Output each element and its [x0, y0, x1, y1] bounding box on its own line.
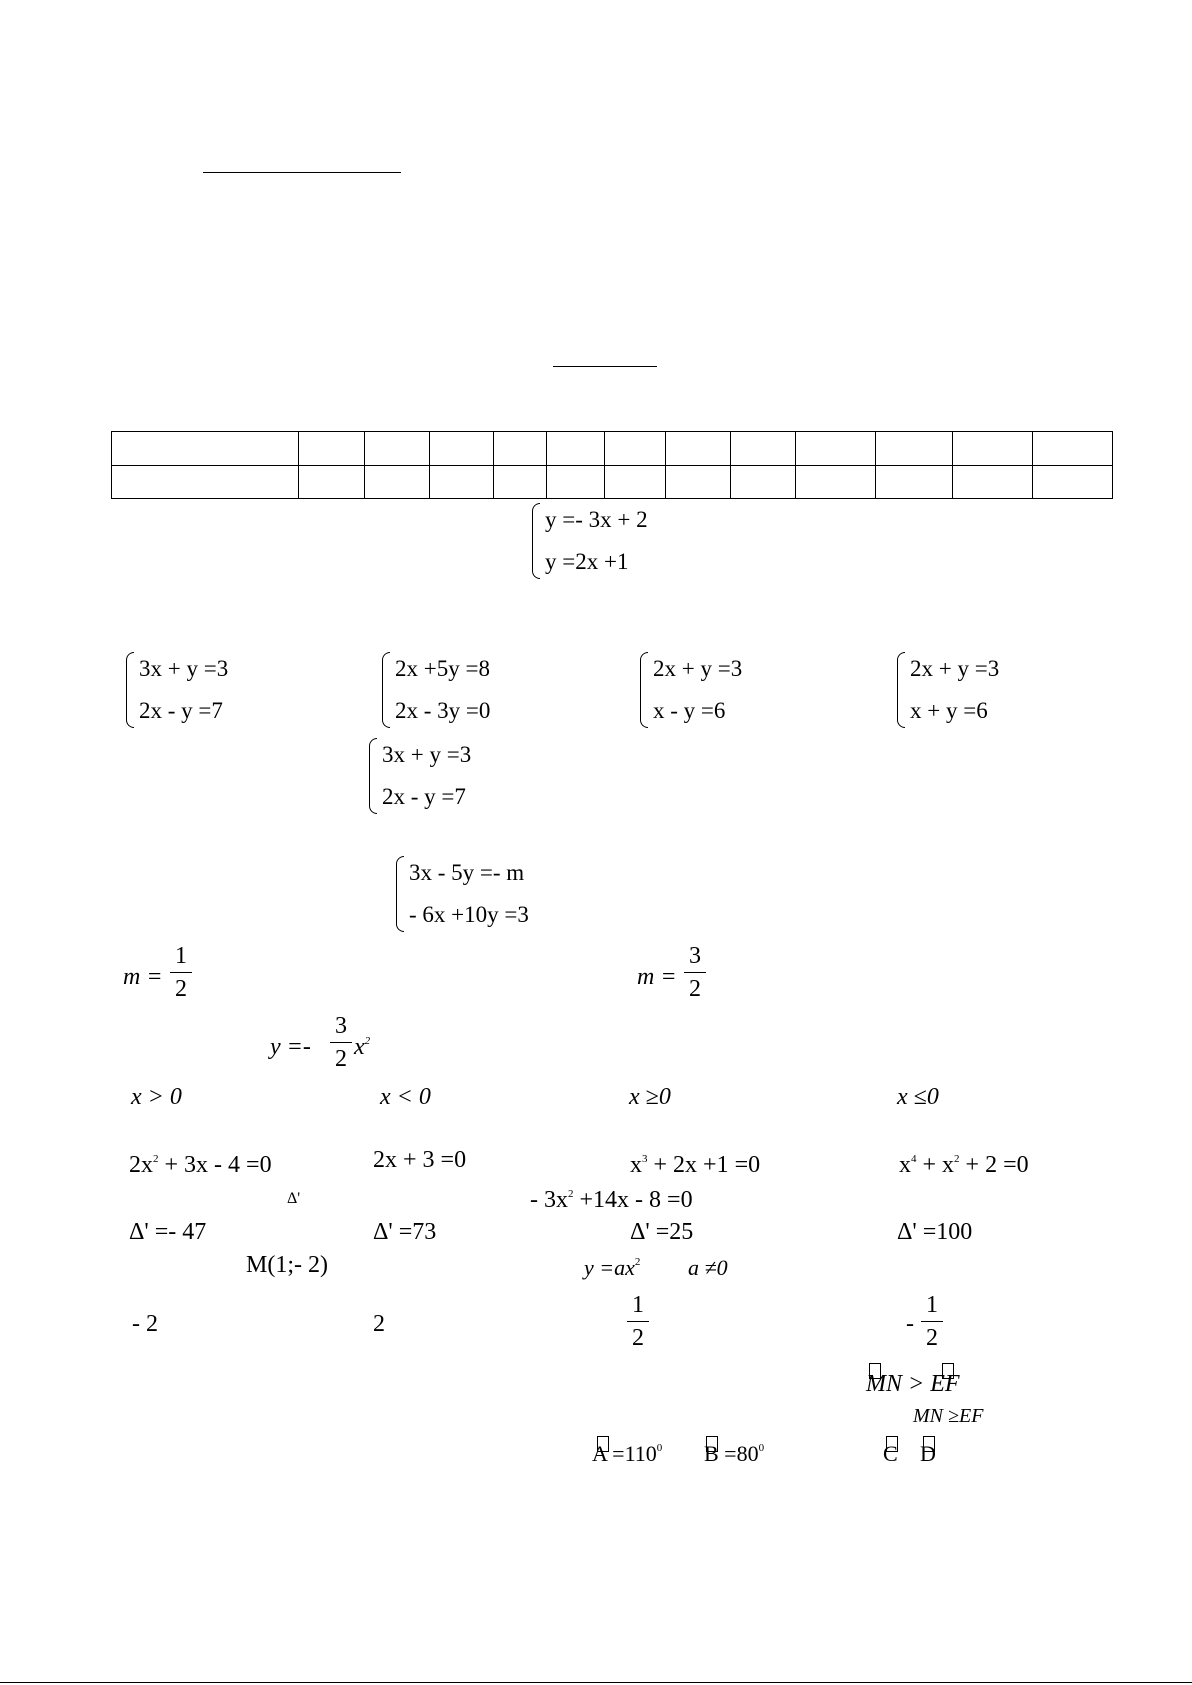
answer-cell — [494, 465, 547, 499]
angle-d: D — [920, 1441, 936, 1466]
point-m: M(1;- 2) — [246, 1252, 328, 1278]
answer-cell — [876, 465, 953, 499]
equation-system-q2 — [369, 734, 471, 818]
arc-compare-b: MN ≥EF — [913, 1405, 984, 1427]
coef-option-d-sign: - — [906, 1311, 914, 1337]
denominator: 2 — [632, 1325, 644, 1351]
m-option-a-lhs: m = — [123, 964, 163, 990]
brace — [396, 856, 404, 932]
angle-c: C — [883, 1441, 898, 1466]
parabola-lhs: y =- — [270, 1034, 311, 1060]
angle-a: $A =110^0$ — [592, 1441, 663, 1466]
system-line: 3x + y =3 — [139, 656, 229, 681]
answer-cell — [299, 432, 365, 466]
section-underline — [553, 366, 657, 367]
equation-a: $2x^2 + 3x - 4 =0$ — [129, 1152, 272, 1178]
answer-cell — [731, 465, 796, 499]
system-line: 2x + y =3 — [653, 656, 743, 681]
answer-cell — [430, 465, 494, 499]
function-y-ax2: $y =ax^2$ — [584, 1255, 641, 1280]
answer-table — [111, 431, 1113, 499]
answer-cell — [796, 432, 876, 466]
fraction-bar — [921, 1321, 943, 1322]
numerator: 3 — [689, 943, 701, 969]
parabola-fraction — [330, 1014, 352, 1071]
numerator: 3 — [335, 1013, 347, 1039]
answer-cell — [666, 465, 731, 499]
answer-cell — [547, 432, 605, 466]
answer-cell — [430, 432, 494, 466]
brace — [382, 652, 390, 728]
system-line: 3x - 5y =- m — [409, 860, 525, 885]
answer-cell — [605, 465, 666, 499]
system-line: 2x - 3y =0 — [395, 698, 491, 723]
title-underline — [203, 172, 401, 173]
angle-b: $B =80^0$ — [704, 1441, 765, 1466]
equation-system-q3 — [396, 852, 529, 936]
answer-cell — [1033, 465, 1113, 499]
answer-cell — [112, 432, 299, 466]
answer-cell — [605, 432, 666, 466]
answer-cell — [731, 432, 796, 466]
system-line: 3x + y =3 — [382, 742, 472, 767]
answer-cell — [953, 465, 1033, 499]
option-system-b — [382, 648, 490, 732]
brace — [532, 503, 540, 579]
brace — [369, 738, 377, 814]
parabola-rhs: $x^2$ — [354, 1034, 371, 1060]
answer-cell — [299, 465, 365, 499]
denominator: 2 — [175, 976, 187, 1002]
fraction-bar — [627, 1321, 649, 1322]
coef-option-b: 2 — [373, 1311, 385, 1337]
system-line: 2x - y =7 — [139, 698, 223, 723]
coef-option-d-fraction — [921, 1293, 943, 1350]
system-line: 2x +5y =8 — [395, 656, 490, 681]
coef-option-a: - 2 — [132, 1311, 158, 1337]
answer-cell — [953, 432, 1033, 466]
brace — [126, 652, 134, 728]
answer-cell — [1033, 432, 1113, 466]
system-line: - 6x +10y =3 — [409, 902, 529, 927]
fraction-bar — [330, 1042, 352, 1043]
system-line: y =2x +1 — [545, 549, 629, 574]
answer-cell — [547, 465, 605, 499]
equation-c: $x^3 + 2x +1 =0$ — [630, 1152, 761, 1178]
delta-option-d: Δ' =100 — [897, 1219, 973, 1245]
m-option-a-fraction — [170, 944, 192, 1001]
system-line: y =- 3x + 2 — [545, 507, 648, 532]
option-system-a — [126, 648, 228, 732]
equation-d: $x^4 + x^2 + 2 =0$ — [899, 1152, 1029, 1178]
function-condition: a ≠0 — [688, 1255, 728, 1280]
quadratic-equation: - $3x^2 +14x - 8 =0$ — [530, 1187, 693, 1213]
answer-cell — [876, 432, 953, 466]
coef-option-c-fraction — [627, 1293, 649, 1350]
condition-d: x ≤0 — [897, 1084, 939, 1110]
system-line: 2x + y =3 — [910, 656, 1000, 681]
answer-cell — [365, 465, 430, 499]
condition-c: x ≥0 — [629, 1084, 671, 1110]
answer-row-answer — [112, 465, 1113, 499]
numerator: 1 — [175, 943, 187, 969]
answer-row-question — [112, 432, 1113, 466]
delta-option-a: Δ' =- 47 — [129, 1219, 207, 1245]
numerator: 1 — [632, 1292, 644, 1318]
equation-b: 2x + 3 =0 — [373, 1147, 467, 1173]
condition-b: x < 0 — [380, 1084, 431, 1110]
option-system-c — [640, 648, 742, 732]
denominator: 2 — [689, 976, 701, 1002]
numerator: 1 — [926, 1292, 938, 1318]
footer-rule — [0, 1682, 1192, 1683]
m-option-b-lhs: m = — [637, 964, 677, 990]
brace — [897, 652, 905, 728]
option-system-d — [897, 648, 999, 732]
answer-cell — [666, 432, 731, 466]
brace — [640, 652, 648, 728]
m-option-b-fraction — [684, 944, 706, 1001]
fraction-bar — [170, 972, 192, 973]
system-line: x + y =6 — [910, 698, 988, 723]
denominator: 2 — [335, 1046, 347, 1072]
arc-compare-a: MN > EF — [866, 1371, 960, 1397]
answer-cell — [796, 465, 876, 499]
answer-cell — [365, 432, 430, 466]
answer-cell — [112, 465, 299, 499]
delta-prime-label: Δ' — [287, 1190, 301, 1207]
denominator: 2 — [926, 1325, 938, 1351]
delta-option-c: Δ' =25 — [630, 1219, 694, 1245]
system-line: 2x - y =7 — [382, 784, 466, 809]
condition-a: x > 0 — [131, 1084, 182, 1110]
fraction-bar — [684, 972, 706, 973]
system-line: x - y =6 — [653, 698, 726, 723]
delta-option-b: Δ' =73 — [373, 1219, 437, 1245]
equation-system-q1 — [532, 499, 648, 583]
answer-cell — [494, 432, 547, 466]
